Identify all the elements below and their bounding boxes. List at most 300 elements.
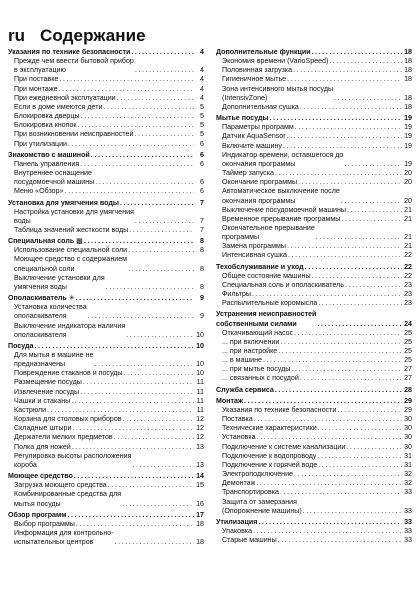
toc-entry [216, 527, 412, 536]
toc-page-number: 11 [196, 378, 204, 387]
toc-entry-title: Общее состояние машины [222, 271, 311, 280]
toc-entry [216, 272, 412, 281]
toc-entry [216, 498, 412, 516]
dot-leader [64, 187, 194, 196]
toc-entry-title: Параметры программ [222, 123, 294, 132]
toc-page-number: 17 [196, 510, 204, 519]
toc-entry [216, 178, 412, 187]
dot-leader [286, 132, 402, 141]
toc-entry-title: Повреждение стаканов и посуды [14, 369, 123, 378]
dot-leader [279, 488, 402, 497]
toc-entry [8, 85, 204, 94]
toc-entry [8, 351, 204, 369]
dot-leader [274, 169, 402, 178]
toc-section [8, 237, 204, 246]
toc-entry-title: Таймер запуска [222, 169, 274, 178]
toc-page-number: 6 [200, 150, 204, 159]
toc-page-number: 6 [200, 187, 204, 196]
toc-entry [216, 242, 412, 251]
toc-entry-title: Включите машину [222, 141, 282, 150]
dot-leader [336, 406, 402, 415]
dot-leader [315, 233, 402, 242]
toc-entry-title: ... при мытье посуды [222, 365, 291, 374]
dot-leader [90, 151, 194, 160]
toc-entry [8, 397, 204, 406]
toc-page-number: 33 [404, 506, 412, 515]
toc-page-number: 23 [404, 280, 412, 289]
toc-entry-title: Подключение к водопроводу [222, 451, 317, 460]
toc-page-number: 6 [200, 178, 204, 187]
toc-entry [216, 224, 412, 242]
toc-page-number: 24 [404, 319, 412, 328]
toc-entry [216, 406, 412, 415]
dot-leader [257, 518, 402, 527]
toc-entry [216, 443, 412, 452]
toc-entry-title: Служба сервиса [216, 385, 274, 394]
toc-entry [8, 187, 204, 196]
dot-leader [46, 406, 194, 415]
dot-leader [297, 178, 402, 187]
page-title: Содержание [40, 26, 146, 45]
toc-entry [8, 160, 204, 169]
toc-page-number: 33 [404, 517, 412, 526]
toc-page-number: 12 [196, 415, 204, 424]
toc-entry [216, 206, 412, 215]
toc-entry-title: Защита от замерзания (Опорожнение машины) [222, 497, 302, 515]
toc-page-number: 31 [404, 451, 412, 460]
toc-entry-title: Замена программы [222, 242, 286, 251]
toc-section [8, 199, 204, 208]
toc-entry-title: При монтаже [14, 84, 58, 93]
toc-page-number: 18 [404, 48, 412, 56]
dot-leader [58, 85, 194, 94]
toc-page-number: 4 [200, 93, 204, 102]
toc-page-number: 21 [404, 233, 412, 242]
toc-page-number: 5 [200, 130, 204, 139]
toc-entry-title: Специальная соль ▩ [8, 237, 83, 246]
toc-entry-title: Для мытья в машине не предназначены [14, 351, 94, 369]
toc-entry-title: Блокировка дверцы [14, 112, 80, 121]
toc-entry [216, 187, 412, 205]
dot-leader [71, 424, 194, 433]
toc-entry [216, 151, 412, 169]
toc-entry [216, 470, 412, 479]
dot-leader [130, 48, 194, 57]
dot-leader [125, 331, 194, 340]
toc-page-number: 9 [200, 312, 204, 321]
dot-leader [122, 415, 194, 424]
toc-entry-title: Указания по технике безопасности [8, 48, 131, 56]
dot-leader [294, 123, 402, 132]
dot-leader [114, 538, 194, 547]
toc-entry-title: Половинная загрузка [222, 66, 293, 75]
toc-entry [216, 299, 412, 308]
dot-leader [121, 500, 194, 509]
toc-entry [8, 274, 204, 292]
toc-entry [8, 94, 204, 103]
toc-page-number: 8 [200, 282, 204, 291]
dot-leader [253, 415, 402, 424]
toc-page-number: 19 [404, 159, 412, 168]
toc-section [8, 294, 204, 303]
dot-leader [282, 142, 402, 151]
toc-page-number: 30 [404, 415, 412, 424]
toc-page-number: 8 [200, 246, 204, 255]
toc-page-number: 33 [404, 488, 412, 497]
toc-entry-title: ... связанных с посудой [222, 374, 299, 383]
toc-page-number: 9 [200, 294, 204, 303]
toc-entry-title: Моющее средство с содержанием специальной соли [14, 255, 128, 273]
toc-page-number: 30 [404, 433, 412, 442]
toc-entry-title: Если в доме имеются дети [14, 102, 103, 111]
dot-leader [77, 121, 195, 130]
toc-entry [216, 75, 412, 84]
toc-entry [8, 490, 204, 508]
dot-leader [256, 433, 402, 442]
dot-leader [274, 386, 402, 395]
toc-page-number: 19 [404, 114, 412, 123]
toc-page-number: 25 [404, 347, 412, 355]
dot-leader [340, 215, 402, 224]
toc-page-number: 25 [404, 337, 412, 346]
toc-page-number: 10 [196, 330, 204, 339]
toc-page-number: 20 [404, 178, 412, 187]
toc-entry [216, 347, 412, 356]
toc-entry-title: Выбор программы [14, 519, 75, 528]
dot-leader [58, 75, 194, 84]
dot-leader [67, 140, 194, 149]
toc-entry [216, 415, 412, 424]
dot-leader [87, 312, 194, 321]
dot-leader [279, 338, 402, 347]
toc-page-number: 6 [200, 159, 204, 168]
toc-entry-title: Датчик AquaSensor [222, 132, 286, 141]
toc-page-number: 11 [196, 387, 204, 396]
dot-leader [107, 481, 194, 490]
toc-entry [216, 123, 412, 132]
toc-entry-title: Временное прерывание программы [222, 214, 341, 223]
toc-entry-title: Откачивающий насос [222, 328, 294, 337]
dot-leader [243, 397, 402, 406]
toc-entry [8, 246, 204, 255]
toc-entry-title: Упаковка [222, 526, 253, 535]
toc-entry-title: Выключение индикатора наличия ополаскивателя [14, 321, 126, 339]
toc-entry-title: Фильтры [222, 290, 251, 299]
toc-page-number: 18 [404, 66, 412, 75]
toc-page-number: 25 [404, 356, 412, 365]
toc-entry-title: Информация для контрольно- испытательных центров [14, 528, 114, 547]
toc-page-number: 18 [196, 538, 204, 547]
toc-page-number: 7 [200, 216, 204, 225]
toc-page-number: 5 [200, 121, 204, 130]
toc-entry [8, 140, 204, 149]
toc-page-number: 22 [404, 262, 412, 271]
toc-page-number: 29 [404, 405, 412, 414]
dot-leader [79, 160, 194, 169]
toc-page-number: 13 [196, 442, 204, 451]
toc-entry-title: Демонтаж [222, 479, 256, 488]
dot-leader [311, 48, 402, 57]
toc-entry-title: Индикатор времени, оставшегося до окончания программы [222, 150, 344, 168]
toc-entry-title: При возникновении неисправностей [14, 130, 134, 139]
dot-leader [131, 461, 194, 470]
toc-entry [8, 443, 204, 452]
toc-entry [8, 520, 204, 529]
dot-leader [317, 424, 402, 433]
toc-entry [8, 121, 204, 130]
toc-page-number: 4 [200, 66, 204, 75]
dot-leader [134, 217, 194, 226]
dot-leader [346, 206, 402, 215]
toc-entry [216, 479, 412, 488]
toc-page-number: 6 [200, 139, 204, 148]
toc-entry-title: Корзина для столовых приборов [14, 415, 122, 424]
toc-page-number: 28 [404, 385, 412, 394]
toc-page-number: 22 [404, 271, 412, 280]
dot-leader [83, 237, 194, 246]
dot-leader [34, 342, 195, 351]
toc-entry-title: Извлечение посуды [14, 387, 80, 396]
toc-page-number: 19 [404, 141, 412, 150]
toc-entry-title: Полка для ножей [14, 442, 71, 451]
toc-entry-title: Установка количества ополаскивателя [14, 303, 87, 321]
dot-leader [75, 294, 194, 303]
dot-leader [127, 246, 194, 255]
toc-entry-title: Прежде чем ввести бытовой прибор в эксплуатацию [14, 57, 134, 75]
dot-leader [255, 479, 402, 488]
toc-page-number: 18 [404, 102, 412, 111]
toc-entry-title: Установка для умягчения воды [8, 198, 119, 207]
toc-entry-title: Устранения неисправностей собственными силами [216, 310, 317, 328]
toc-section [8, 48, 204, 57]
dot-leader [75, 520, 194, 529]
toc-entry [216, 132, 412, 141]
toc-entry-title: Посуда [8, 341, 34, 350]
toc-entry-title: Распылительные коромысла [222, 299, 318, 308]
dot-leader [302, 507, 402, 516]
toc-page-number: 22 [404, 251, 412, 260]
dot-leader [105, 283, 194, 292]
toc-entry [8, 424, 204, 433]
toc-page-number: 12 [196, 433, 204, 442]
dot-leader [71, 443, 194, 452]
toc-entry [216, 215, 412, 224]
toc-page-number: 10 [196, 360, 204, 369]
dot-leader [299, 103, 402, 112]
dot-leader [293, 470, 402, 479]
dot-leader [290, 365, 402, 374]
toc-entry-title: При ежедневной эксплуатации [14, 93, 116, 102]
toc-column-right [216, 48, 412, 545]
toc-column-left [8, 48, 204, 547]
dot-leader [345, 443, 402, 452]
toc-page-number: 21 [404, 205, 412, 214]
dot-leader [277, 536, 402, 545]
toc-page-number: 27 [404, 365, 412, 374]
toc-entry-title: Экономия времени (VarioSpeed) [222, 57, 329, 66]
toc-entry [216, 66, 412, 75]
toc-entry [216, 433, 412, 442]
toc-page-number: 8 [200, 264, 204, 273]
toc-section [8, 511, 204, 520]
toc-page-number: 23 [404, 299, 412, 308]
toc-entry [8, 452, 204, 470]
dot-leader [340, 197, 402, 206]
dot-leader [333, 94, 402, 103]
toc-entry-title: Регулировка высоты расположения короба [14, 451, 132, 469]
toc-page-number: 13 [196, 460, 204, 469]
toc-page-number: 16 [196, 499, 204, 508]
toc-page-number: 11 [196, 396, 204, 405]
toc-entry-title: Мытье посуды [216, 114, 269, 123]
dot-leader [252, 527, 402, 536]
toc-entry-title: Панель управления [14, 159, 80, 168]
toc-page-number: 33 [404, 526, 412, 535]
toc-entry [8, 75, 204, 84]
toc-page-number: 29 [404, 396, 412, 405]
toc-entry-title: При поставке [14, 75, 59, 84]
toc-entry [216, 461, 412, 470]
toc-page-number: 10 [196, 341, 204, 350]
dot-leader [66, 511, 194, 520]
toc-page-number: 21 [404, 242, 412, 251]
toc-page-number: 18 [196, 519, 204, 528]
toc-entry-title: Интенсивная сушка [222, 251, 287, 260]
toc-entry-title: Поставка [222, 415, 253, 424]
toc-entry-title: Таблица значений жесткости воды [14, 225, 129, 234]
toc-entry-title: Подключение к горячей воде [222, 460, 318, 469]
toc-entry-title: Меню «Обзор» [14, 187, 64, 196]
toc-page-number: 19 [404, 132, 412, 141]
dot-leader [286, 75, 402, 84]
toc-entry-title: Ополаскиватель ✳ [8, 294, 75, 303]
toc-entry [216, 169, 412, 178]
toc-entry [216, 103, 412, 112]
dot-leader [304, 263, 402, 272]
toc-entry-title: Подключение к системе канализации [222, 442, 346, 451]
toc-entry [8, 303, 204, 321]
toc-entry [216, 290, 412, 299]
dot-leader [317, 299, 402, 308]
toc-page-number: 10 [196, 369, 204, 378]
toc-page-number: 23 [404, 290, 412, 299]
toc-entry-title: Технические характеристики [222, 424, 317, 433]
toc-entry [216, 488, 412, 497]
toc-entry-title: ... при включении [222, 337, 280, 346]
toc-entry-title: Специальная соль и ополаскиватель [222, 280, 345, 289]
dot-leader [113, 433, 194, 442]
toc-entry [216, 424, 412, 433]
toc-page-number: 14 [196, 472, 204, 481]
toc-page-number: 7 [200, 198, 204, 207]
toc-entry [8, 529, 204, 547]
toc-entry [8, 255, 204, 273]
toc-entry-title: Выключение установки для умягчения воды [14, 273, 105, 291]
toc-page-number: 18 [404, 93, 412, 102]
toc-section [216, 263, 412, 272]
toc-entry-title: Окончание программы [222, 178, 298, 187]
toc-section [216, 397, 412, 406]
toc-entry [216, 365, 412, 374]
dot-leader [316, 452, 402, 461]
toc-entry [8, 388, 204, 397]
toc-entry-title: Транспортировка [222, 488, 279, 497]
toc-entry-title: Утилизация [216, 517, 258, 526]
dot-leader [93, 360, 194, 369]
toc-page-number: 5 [200, 112, 204, 121]
dot-leader [286, 242, 402, 251]
toc-section [216, 518, 412, 527]
toc-entry-title: Старые машины [222, 536, 277, 545]
dot-leader [102, 103, 194, 112]
dot-leader [123, 369, 194, 378]
toc-entry [216, 374, 412, 383]
toc-entry-title: Внутреннее оснащение посудомоечной машины [14, 169, 95, 187]
dot-leader [134, 66, 194, 75]
toc-entry [8, 112, 204, 121]
toc-page-number: 20 [404, 169, 412, 178]
toc-entry-title: Комбинированные средства для мытья посуды [14, 490, 122, 508]
toc-entry-title: Держатели мелких предметов [14, 433, 113, 442]
toc-entry [8, 57, 204, 75]
toc-entry [216, 356, 412, 365]
toc-entry [8, 481, 204, 490]
dot-leader [133, 130, 194, 139]
toc-page-number: 21 [404, 214, 412, 223]
toc-section [216, 48, 412, 57]
toc-entry [216, 536, 412, 545]
dot-leader [277, 347, 402, 356]
dot-leader [251, 290, 402, 299]
toc-page-number: 12 [196, 424, 204, 433]
dot-leader [269, 114, 402, 123]
toc-entry [216, 452, 412, 461]
toc-entry [8, 169, 204, 187]
toc-entry-title: Дополнительная сушка [222, 102, 299, 111]
toc-page-number: 19 [404, 123, 412, 132]
toc-page-number: 31 [404, 460, 412, 469]
toc-section [8, 472, 204, 481]
toc-section [216, 386, 412, 395]
toc-entry [216, 85, 412, 103]
dot-leader [311, 272, 402, 281]
toc-entry-title: Моющее средство [8, 472, 73, 481]
language-code: ru [8, 26, 25, 45]
toc-entry-title: Кастрюли [14, 405, 47, 414]
toc-page-number: 32 [404, 479, 412, 488]
toc-section [216, 310, 412, 328]
toc-entry-title: Чашки и стаканы [14, 396, 71, 405]
toc-page-number: 33 [404, 536, 412, 545]
dot-leader [116, 94, 194, 103]
toc-page-number: 18 [404, 75, 412, 84]
toc-section [216, 114, 412, 123]
dot-leader [262, 356, 402, 365]
toc-page-number: 30 [404, 424, 412, 433]
toc-entry [8, 322, 204, 340]
toc-entry-title: Выключение посудомоечной машины [222, 205, 346, 214]
dot-leader [70, 397, 194, 406]
dot-leader [343, 160, 402, 169]
toc-page-number: 30 [404, 442, 412, 451]
dot-leader [287, 251, 402, 260]
toc-entry [8, 415, 204, 424]
toc-page-number: 4 [200, 48, 204, 56]
toc-entry-title: При утилизации [14, 139, 68, 148]
toc-page-number: 18 [404, 57, 412, 66]
toc-entry-title: Окончательное прерывание программы [222, 223, 315, 242]
dot-leader [80, 112, 194, 121]
